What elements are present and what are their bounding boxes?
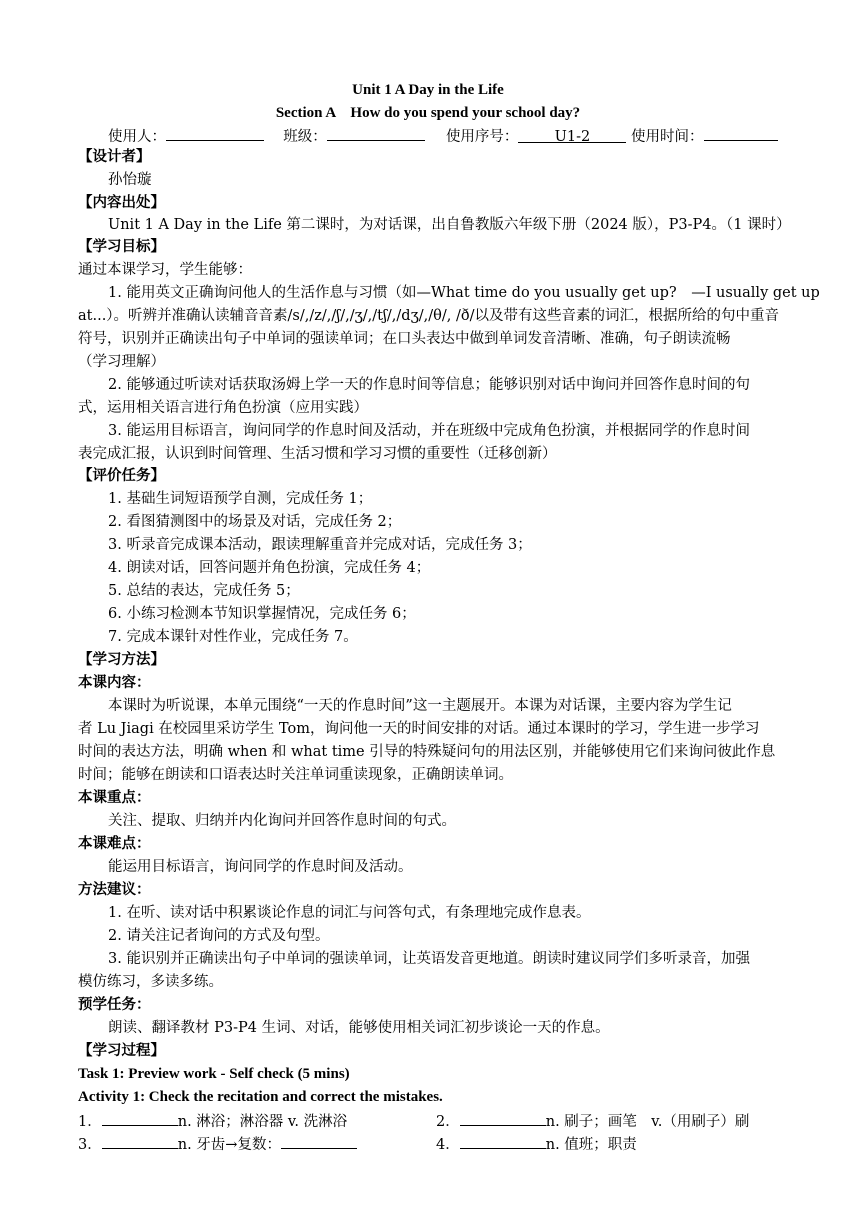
task-item: 2. 看图猜测图中的场景及对话，完成任务 2； <box>108 514 402 530</box>
class-label: 班级： <box>283 129 327 145</box>
goal-1-line-3: 符号，识别并正确读出句子中单词的强读单词；在口头表达中做到单词发音清晰、准确，句子朗读流畅 <box>78 331 731 347</box>
content-line-4: 时间；能够在朗读和口语表达时关注单词重读现象，正确朗读单词。 <box>78 767 513 783</box>
question-text: n. 淋浴；淋浴器 v. 洗淋浴 <box>177 1114 348 1130</box>
task-item: 1. 基础生词短语预学自测，完成任务 1； <box>108 491 373 507</box>
question-number: 1． <box>78 1114 102 1130</box>
answer-blank[interactable] <box>460 1110 546 1126</box>
goals-header: 【学习目标】 <box>78 238 165 255</box>
designer-header: 【设计者】 <box>78 148 151 165</box>
content-line-1: 本课时为听说课，本单元围绕“一天的作息时间”这一主题展开。本课为对话课，主要内容为学生记 <box>108 698 732 714</box>
task-item: 7. 完成本课针对性作业，完成任务 7。 <box>108 629 358 645</box>
goals-intro: 通过本课学习，学生能够： <box>78 262 252 278</box>
seq-label: 使用序号： <box>445 129 519 145</box>
source-header: 【内容出处】 <box>78 194 165 211</box>
goal-2-line-2: 式，运用相关语言进行角色扮演（应用实践） <box>78 400 368 416</box>
question-text: n. 刷子；画笔 v.（用刷子）刷 <box>545 1114 750 1130</box>
question-3 <box>78 1133 357 1155</box>
key-label: 本课重点： <box>78 789 151 806</box>
designer-name: 孙怡璇 <box>108 172 152 188</box>
process-header: 【学习过程】 <box>78 1042 165 1059</box>
question-number: 4． <box>436 1137 460 1153</box>
goal-3-line-2: 表完成汇报，认识到时间管理、生活习惯和学习习惯的重要性（迁移创新） <box>78 446 557 462</box>
task-item: 5. 总结的表达，完成任务 5； <box>108 583 300 599</box>
goal-1-line-1: 1. 能用英文正确询问他人的生活作息与习惯（如—What time do you usually get up? —I usually get up <box>108 285 820 301</box>
goal-1-line-4: （学习理解） <box>78 354 165 370</box>
preview-text: 朗读、翻译教材 P3-P4 生词、对话，能够使用相关词汇初步谈论一天的作息。 <box>108 1020 610 1036</box>
content-line-3: 时间的表达方法，明确 when 和 what time 引导的特殊疑问句的用法区别，并能够使用它们来询问彼此作息 <box>78 744 776 760</box>
answer-blank[interactable] <box>102 1133 178 1149</box>
content-line-2: 者 Lu Jiagi 在校园里采访学生 Tom，询问他一天的时间安排的对话。通过本课时的学习，学生进一步学习 <box>78 721 760 737</box>
activity-1-heading: Activity 1: Check the recitation and correct the mistakes. <box>78 1089 443 1105</box>
goal-2-line-1: 2. 能够通过听读对话获取汤姆上学一天的作息时间等信息；能够识别对话中询问并回答作息时间的句 <box>108 377 750 393</box>
answer-blank[interactable] <box>102 1110 178 1126</box>
question-number: 3． <box>78 1137 102 1153</box>
advice-1: 1. 在听、读对话中积累谈论作息的词汇与问答句式，有条理地完成作息表。 <box>108 905 591 921</box>
advice-3-line-2: 模仿练习，多读多练。 <box>78 974 223 990</box>
answer-blank[interactable] <box>460 1133 546 1149</box>
task-item: 4. 朗读对话，回答问题并角色扮演，完成任务 4； <box>108 560 431 576</box>
question-1 <box>78 1110 347 1132</box>
advice-3-line-1: 3. 能识别并正确读出句子中单词的强读单词，让英语发音更地道。朗读时建议同学们多听录音，加强 <box>108 951 750 967</box>
time-blank[interactable] <box>704 125 778 141</box>
task-item: 3. 听录音完成课本活动，跟读理解重音并完成对话，完成任务 3； <box>108 537 532 553</box>
tasks-header: 【评价任务】 <box>78 467 165 484</box>
user-blank[interactable] <box>166 125 264 141</box>
question-text: n. 牙齿→复数： <box>177 1137 281 1153</box>
difficult-label: 本课难点： <box>78 835 151 852</box>
goal-3-line-1: 3. 能运用目标语言，询问同学的作息时间及活动，并在班级中完成角色扮演，并根据同学的作息时间 <box>108 423 750 439</box>
key-text: 关注、提取、归纳并内化询问并回答作息时间的句式。 <box>108 813 456 829</box>
difficult-text: 能运用目标语言，询问同学的作息时间及活动。 <box>108 859 413 875</box>
seq-value: U1-2 <box>518 127 626 143</box>
advice-2: 2. 请关注记者询问的方式及句型。 <box>108 928 330 944</box>
plural-blank[interactable] <box>281 1133 357 1149</box>
task-item: 6. 小练习检测本节知识掌握情况，完成任务 6； <box>108 606 416 622</box>
class-blank[interactable] <box>327 125 425 141</box>
methods-header: 【学习方法】 <box>78 651 165 668</box>
user-label: 使用人： <box>108 129 166 145</box>
question-4 <box>436 1133 637 1155</box>
task-1-heading: Task 1: Preview work - Self check (5 mins) <box>78 1066 350 1082</box>
content-label: 本课内容： <box>78 674 151 691</box>
section-title: Section A How do you spend your school day? <box>275 105 581 121</box>
question-number: 2． <box>436 1114 460 1130</box>
goal-1-line-2: at...）。听辨并准确认读辅音音素/s/,/z/,/ʃ/,/ʒ/,/tʃ/,/dʒ/,/θ/, /ð/以及带有这些音素的词汇，根据所给的句中重音 <box>78 308 779 324</box>
source-text: Unit 1 A Day in the Life 第二课时，为对话课，出自鲁教版六年级下册（2024 版），P3-P4。（1 课时） <box>108 217 791 233</box>
preview-label: 预学任务： <box>78 996 151 1013</box>
question-2 <box>436 1110 749 1132</box>
info-row <box>108 125 778 147</box>
unit-title: Unit 1 A Day in the Life <box>352 82 504 98</box>
question-text: n. 值班；职责 <box>545 1137 637 1153</box>
time-label: 使用时间： <box>631 129 704 145</box>
advice-label: 方法建议： <box>78 881 151 898</box>
